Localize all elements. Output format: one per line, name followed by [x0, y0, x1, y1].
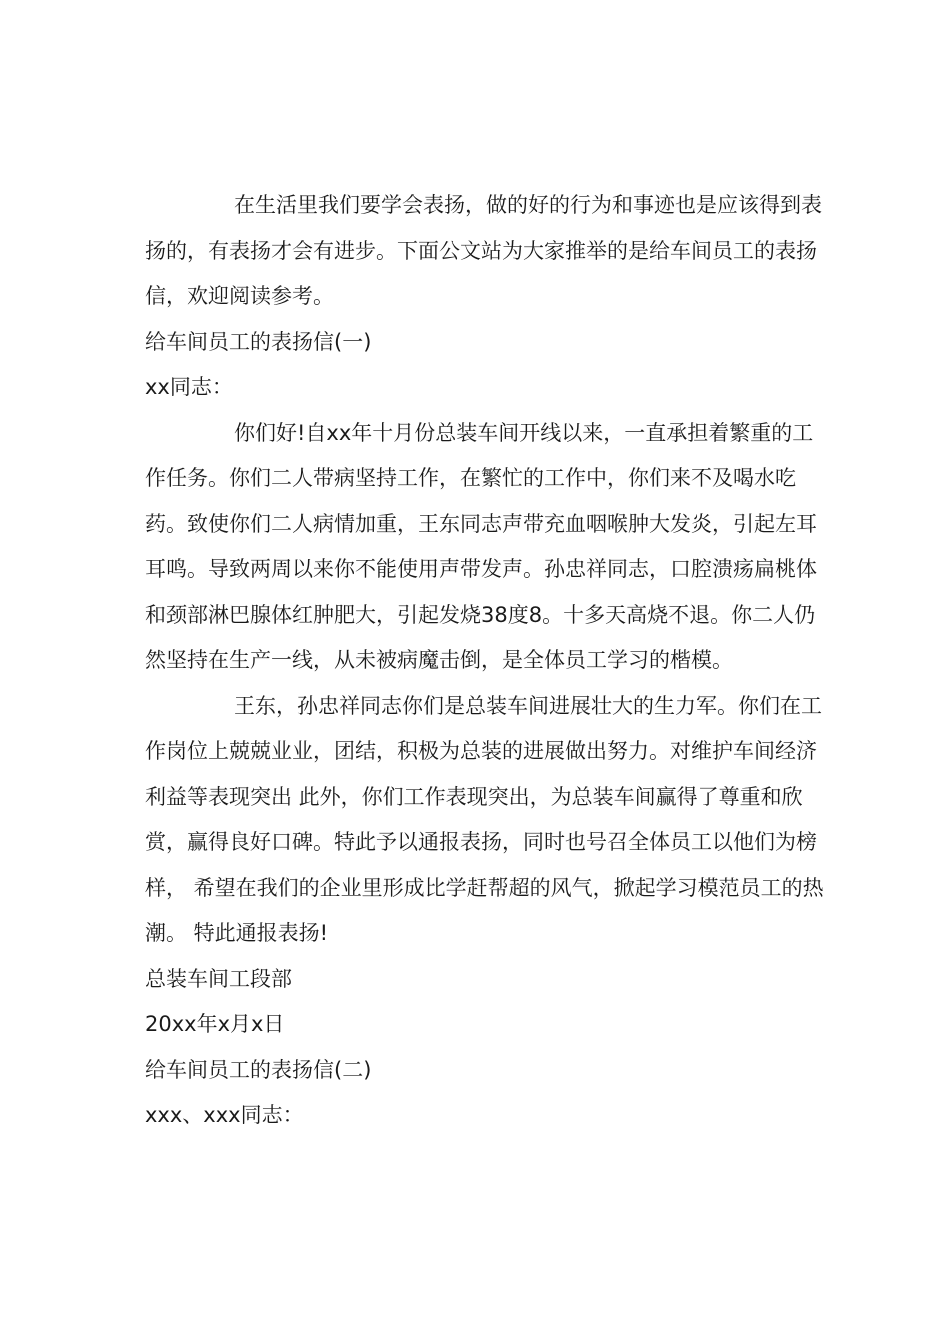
letter-2-salutation: xxx、xxx同志：	[145, 1103, 304, 1127]
letter-1-paragraph-1: 你们好!自xx年十月份总装车间开线以来，一直承担着繁重的工作任务。你们二人带病坚持工作，在繁忙的工作中，你们来不及喝水吃药。致使你们二人病情加重，王东同志声带充血咽喉肿大发炎，引起左耳耳鸣。导致两周以来你不能使用声带发声。孙忠祥同志，口腔溃疡扁桃体和颈部淋巴腺体红肿肥大，引起发烧38度8。十多天高烧不退。你二人仍然坚持在生产一线，从未被病魔击倒，是全体员工学习的楷模。	[145, 420, 817, 672]
document-body	[145, 183, 825, 1139]
letter-1-salutation: xx同志：	[145, 375, 233, 399]
letter-1-paragraph-2: 王东，孙忠祥同志你们是总装车间进展壮大的生力军。你们在工作岗位上兢兢业业，团结，积极为总装的进展做出努力。对维护车间经济利益等表现突出 此外，你们工作表现突出，为总装车间赢得了尊重和欣赏，赢得良好口碑。特此予以通报表扬，同时也号召全体员工以他们为榜样， 希望在我们的企业里形成比学赶帮超的风气，掀起学习模范员工的热潮。 特此通报表扬!	[145, 693, 824, 945]
letter-2-title: 给车间员工的表扬信(二)	[145, 1057, 372, 1082]
intro-paragraph: 在生活里我们要学会表扬，做的好的行为和事迹也是应该得到表扬的，有表扬才会有进步。下面公文站为大家推举的是给车间员工的表扬信，欢迎阅读参考。	[145, 193, 822, 308]
letter-1-title: 给车间员工的表扬信(一)	[145, 329, 372, 354]
letter-1-date: 20xx年x月x日	[145, 1012, 285, 1036]
letter-1-signature: 总装车间工段部	[145, 966, 292, 991]
